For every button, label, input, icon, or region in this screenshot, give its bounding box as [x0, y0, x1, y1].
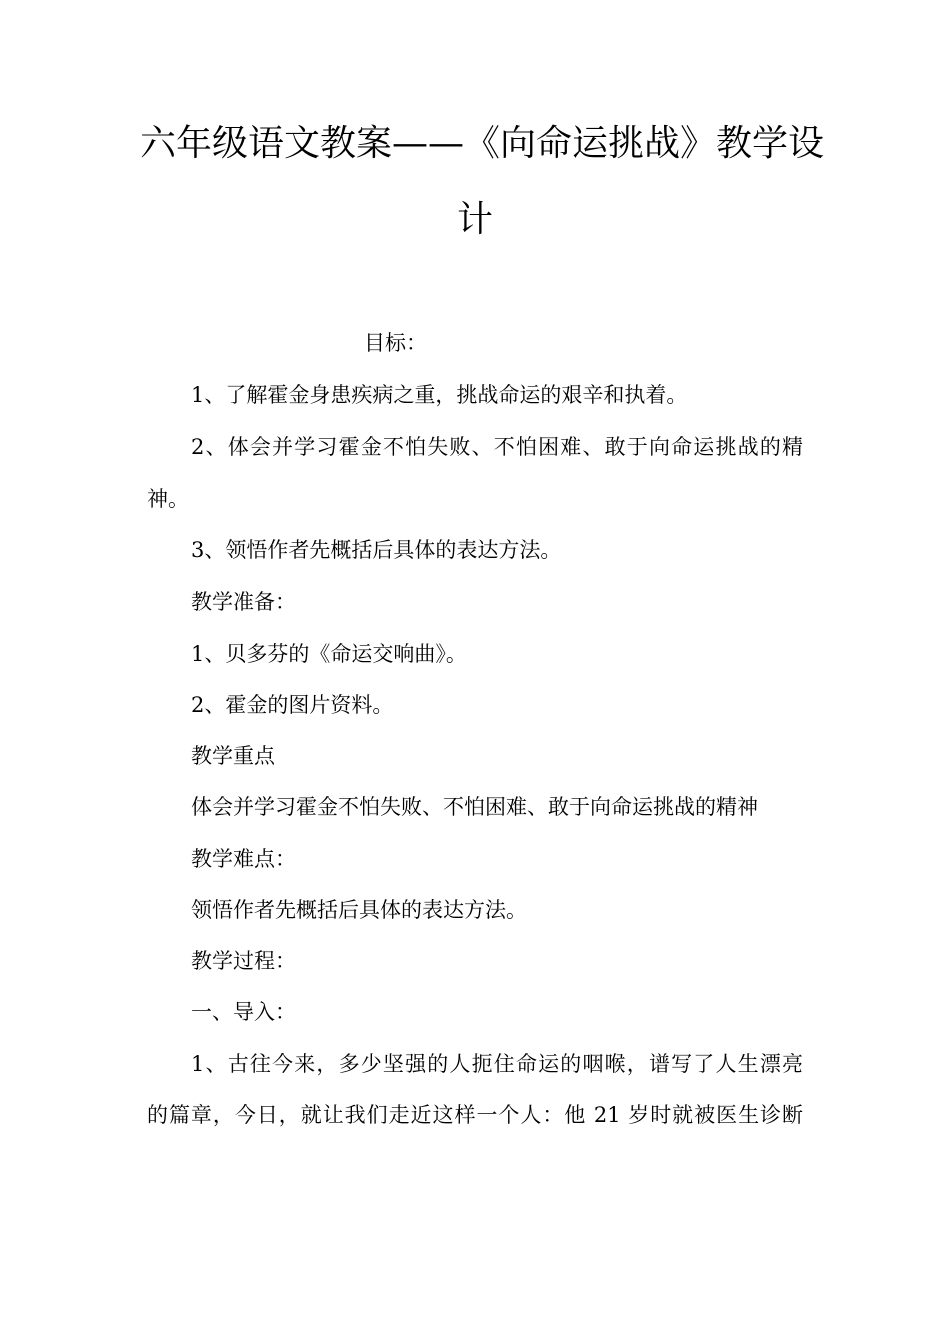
objective-1: 1、了解霍金身患疾病之重，挑战命运的艰辛和执着。	[191, 383, 688, 407]
difficulty-heading: 教学难点：	[191, 847, 296, 871]
preparation-heading: 教学准备：	[191, 590, 296, 614]
objectives-heading: 目标：	[364, 331, 427, 355]
document-title-line-1: 六年级语文教案——《向命运挑战》教学设	[140, 123, 825, 164]
objective-2-continued: 神。	[147, 487, 189, 511]
key-point-text: 体会并学习霍金不怕失败、不怕困难、敢于向命运挑战的精神	[191, 795, 758, 819]
document-title-line-2: 计	[456, 199, 493, 240]
preparation-2: 2、霍金的图片资料。	[191, 693, 394, 717]
process-heading: 教学过程：	[191, 949, 296, 973]
key-point-heading: 教学重点	[191, 744, 275, 768]
difficulty-text: 领悟作者先概括后具体的表达方法。	[191, 898, 527, 922]
objective-3: 3、领悟作者先概括后具体的表达方法。	[191, 538, 562, 562]
preparation-1: 1、贝多芬的《命运交响曲》。	[191, 642, 467, 666]
objective-2: 2、体会并学习霍金不怕失败、不怕困难、敢于向命运挑战的精	[191, 435, 803, 459]
section-intro-heading: 一、导入：	[191, 1000, 296, 1024]
intro-paragraph-line-1: 1、古往今来，多少坚强的人扼住命运的咽喉，谱写了人生漂亮	[191, 1052, 803, 1076]
intro-paragraph-line-2: 的篇章，今日，就让我们走近这样一个人：他 21 岁时就被医生诊断	[147, 1103, 803, 1127]
